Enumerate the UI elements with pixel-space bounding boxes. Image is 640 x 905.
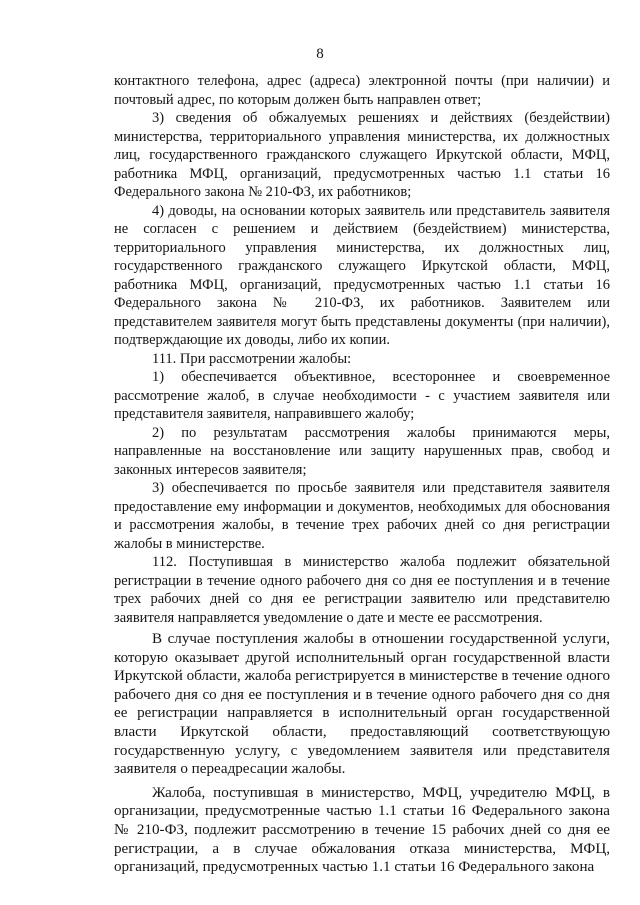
paragraph-111-item-2: 2) по результатам рассмотрения жалобы принимаются меры, направленные на восстановление или защиту нарушенных прав, свобод и законных интересов заявителя; [114,424,610,478]
paragraph-112-registration: 112. Поступившая в министерство жалоба подлежит обязательной регистрации в течение одного рабочего дня со дня ее поступления и в течение трех рабочих дней со дня ее регистрации заявителю или представителю заявителя направляется уведомление о дате и месте ее рассмотрения. [114,554,610,626]
document-body [114,72,610,877]
paragraph-contact-continuation: контактного телефона, адрес (адреса) электронной почты (при наличии) и почтовый адрес, по которым должен быть направлен ответ; [114,73,610,108]
page-number: 8 [316,46,324,62]
paragraph-111-item-1: 1) обеспечивается объективное, всестороннее и своевременное рассмотрение жалоб, в случае необходимости - с участием заявителя или представителя заявителя, направившего жалобу; [114,369,610,422]
paragraph-item-3-appealed-decisions: 3) сведения об обжалуемых решениях и действиях (бездействии) министерства, территориального управления министерства, их должностных лиц, государственного гражданского служащего Иркутской области, МФЦ, работника МФЦ, организаций, предусмотренных частью 1.1 статьи 16 Федерального закона № 210-ФЗ, их работников; [114,110,610,200]
paragraph-112-review-term: Жалоба, поступившая в министерство, МФЦ, учредителю МФЦ, в организации, предусмотренные частью 1.1 статьи 16 Федерального закона № 210-ФЗ, подлежит рассмотрению в течение 15 рабочих дней со дня ее регистрации, а в случае обжалования отказа министерства, МФЦ, организаций, предусмотренных частью 1.1 статьи 16 Федерального закона [114,784,610,876]
paragraph-111-heading: 111. При рассмотрении жалобы: [152,350,352,367]
paragraph-item-4-arguments: 4) доводы, на основании которых заявитель или представитель заявителя не согласен с решением и действием (бездействием) министерства, территориального управления министерства, их должностных лиц, государственного гражданского служащего Иркутской области, МФЦ, работника МФЦ, организаций, предусмотренных частью 1.1 статьи 16 Федерального закона № 210-ФЗ, их работников. Заявителем или представителем заявителя могут быть представлены документы (при наличии), подтверждающие их доводы, либо их копии. [114,202,610,348]
paragraph-111-item-3: 3) обеспечивается по просьбе заявителя или представителя заявителя предоставление ему информации и документов, необходимых для обоснования и рассмотрения жалобы, в течение трех рабочих дней со дня регистрации жалобы в министерстве. [114,480,610,552]
paragraph-112-redirect: В случае поступления жалобы в отношении государственной услуги, которую оказывает другой исполнительный орган государственной власти Иркутской области, жалоба регистрируется в министерстве в течение одного рабочего дня со дня ее поступления и в течение одного рабочего дня со дня ее регистрации направляется в исполнительный орган государственной власти Иркутской области, предоставляющий соответствующую государственную услугу, с уведомлением заявителя или представителя заявителя о переадресации жалобы. [114,631,610,778]
